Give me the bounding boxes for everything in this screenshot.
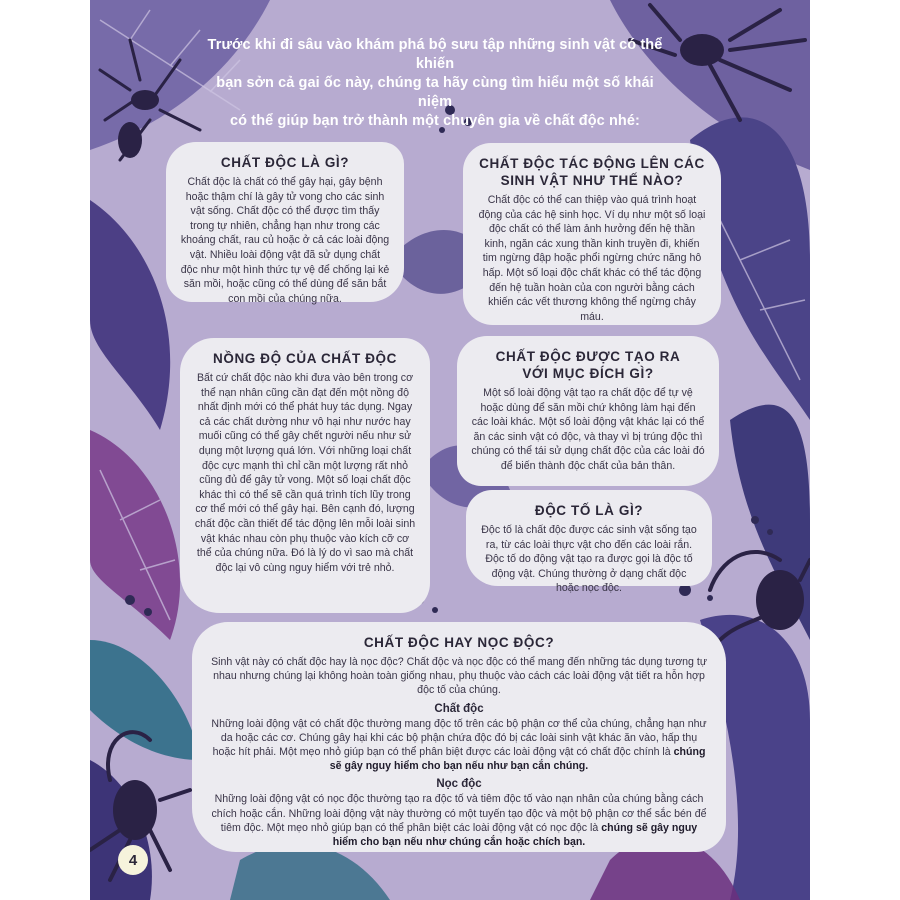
poison-subheading: Chất độc [434,702,484,715]
box-title [471,348,705,382]
poison-text: Những loài động vật có chất độc thường mang độc tố trên các bộ phận cơ thể của chúng, chẳng hạn như da hoặc các cơ. Chúng gây hại khi các bộ phận chứa độc đó bị các loài sinh vật khác ăn vào, hấp thụ hoặc hít phải. Một mẹo nhỏ giúp bạn có thể phân biệt được các loài động vật có chất độc chính là [211,717,707,759]
poison-paragraph [210,717,708,774]
what-is-poison-box [166,142,404,305]
poison-purpose-box [457,336,719,486]
box-text: Chất độc là chất có thể gây hại, gây bệnh hoặc thậm chí là gây tử vong cho các sinh vật sống. Chất độc có thể được tìm thấy trong tự nhiên, chẳng hạn như trong các khoáng chất, rau củ hoặc ở cả các loài động vật. Nhiều loài động vật đã sử dụng chất độc như một hình thức tự vệ để chống lại kẻ săn mồi, hoặc cũng có thể dùng để săn bắt con mồi của chúng nữa. [180,176,390,305]
venom-paragraph [210,792,708,849]
page-number: 4 [118,845,148,875]
box-title-line: VỚI MỤC ĐÍCH GÌ? [522,366,654,381]
box-text: Chất độc có thể can thiệp vào quá trình hoạt động của các hệ sinh học. Ví dụ như một số loại độc chất có thể làm ảnh hưởng đến hệ thần kinh, ngăn các xung thần kinh truyền đi, khiến tim ngừng đập hoặc phổi ngừng chức năng hô hấp. Một số loại độc chất khác có thể tác động đến hệ tuần hoàn của con người bằng cách khiến các vết thương không thể ngừng chảy máu. [478,194,706,323]
poison-or-venom-box [192,622,726,852]
box-title: CHẤT ĐỘC LÀ GÌ? [220,155,350,170]
box-title-line: CHẤT ĐỘC ĐƯỢC TẠO RA [495,349,681,364]
intro-text [200,36,670,131]
page [90,0,810,900]
intro-line: bạn sởn cả gai ốc này, chúng ta hãy cùng tìm hiểu một số khái niệm [216,75,654,110]
box-title-line: CHẤT ĐỘC TÁC ĐỘNG LÊN CÁC [479,156,705,171]
venom-text: Những loài động vật có nọc độc thường tạo ra độc tố và tiêm độc tố vào nạn nhân của chúng bằng cách chích hoặc cắn. Những loài động vật này thường có một tuyến tạo độc và một bộ phận cơ thể sắc bén để tiêm độc. Một mẹo nhỏ giúp bạn có thể phân biệt các loài động vật có nọc độc là [211,793,707,834]
how-poison-affects-box [463,143,721,325]
poison-concentration-box [180,338,430,613]
intro-line: có thể giúp bạn trở thành một chuyên gia về chất độc nhé: [230,113,640,129]
box-title: ĐỘC TỐ LÀ GÌ? [534,503,644,518]
venom-subheading: Nọc độc [436,778,482,791]
box-title-line: SINH VẬT NHƯ THẾ NÀO? [500,173,684,188]
what-is-toxin-box [466,490,712,595]
box-text: Một số loài động vật tạo ra chất độc để tự vệ hoặc dùng để săn mồi chứ không làm hại đến các loài khác. Một số loài động vật khác lại có thể ăn các sinh vật có độc, và thay vì bị trúng độc thì chúng có thể tái sử dụng chất độc của các loài đó để biến thành độc chất của bản thân. [471,387,705,472]
venom-bold-text: chúng sẽ gây nguy hiểm cho bạn nếu như chúng cắn hoặc chích bạn. [332,821,698,849]
box-title: CHẤT ĐỘC HAY NỌC ĐỘC? [363,635,555,650]
intro-line: Trước khi đi sâu vào khám phá bộ sưu tập những sinh vật có thể khiến [207,37,663,72]
box-title [477,155,707,189]
box-intro-text: Sinh vật này có chất độc hay là nọc độc? Chất độc và nọc độc có thể mang đến những tác dụng tương tự nhau nhưng chúng lại không hoàn toàn giống nhau, phụ thuộc vào cách các loài động vật tiết ra hỗn hợp độc tố của chúng. [211,656,707,697]
box-text: Độc tố là chất độc được các sinh vật sống tạo ra, từ các loài thực vật cho đến các loài rắn. Độc tố do động vật tạo ra được gọi là độc tố động vật. Chúng thường ở dạng chất độc hoặc nọc độc. [481,524,697,595]
box-text: Bất cứ chất độc nào khi đưa vào bên trong cơ thể nạn nhân cũng cần đạt đến một nồng độ nhất định mới có thể phát huy tác dụng. Ngay cả các chất dường như vô hại như nước hay muối cũng có thể gây chết người nếu như sử dụng một lượng quá lớn. Với những loại chất độc cực mạnh thì chỉ cần một lượng rất nhỏ cũng đủ để gây tử vong. Một số loại chất độc khác thì có thể sẽ cần quá trình tích lũy trong cơ thể mới có thể gây hại. Bên cạnh đó, lượng chất độc cần thiết để tác động lên mỗi loài sinh vật khác nhau còn phụ thuộc vào kích cỡ cơ thể của chúng nữa. Đó là lý do vì sao mà chất độc lại vô cùng nguy hiểm với trẻ nhỏ. [194,372,416,574]
poison-bold-text: chúng sẽ gây nguy hiểm cho bạn nếu như bạn cắn chúng. [329,746,706,773]
box-title: NỒNG ĐỘ CỦA CHẤT ĐỘC [213,351,397,366]
